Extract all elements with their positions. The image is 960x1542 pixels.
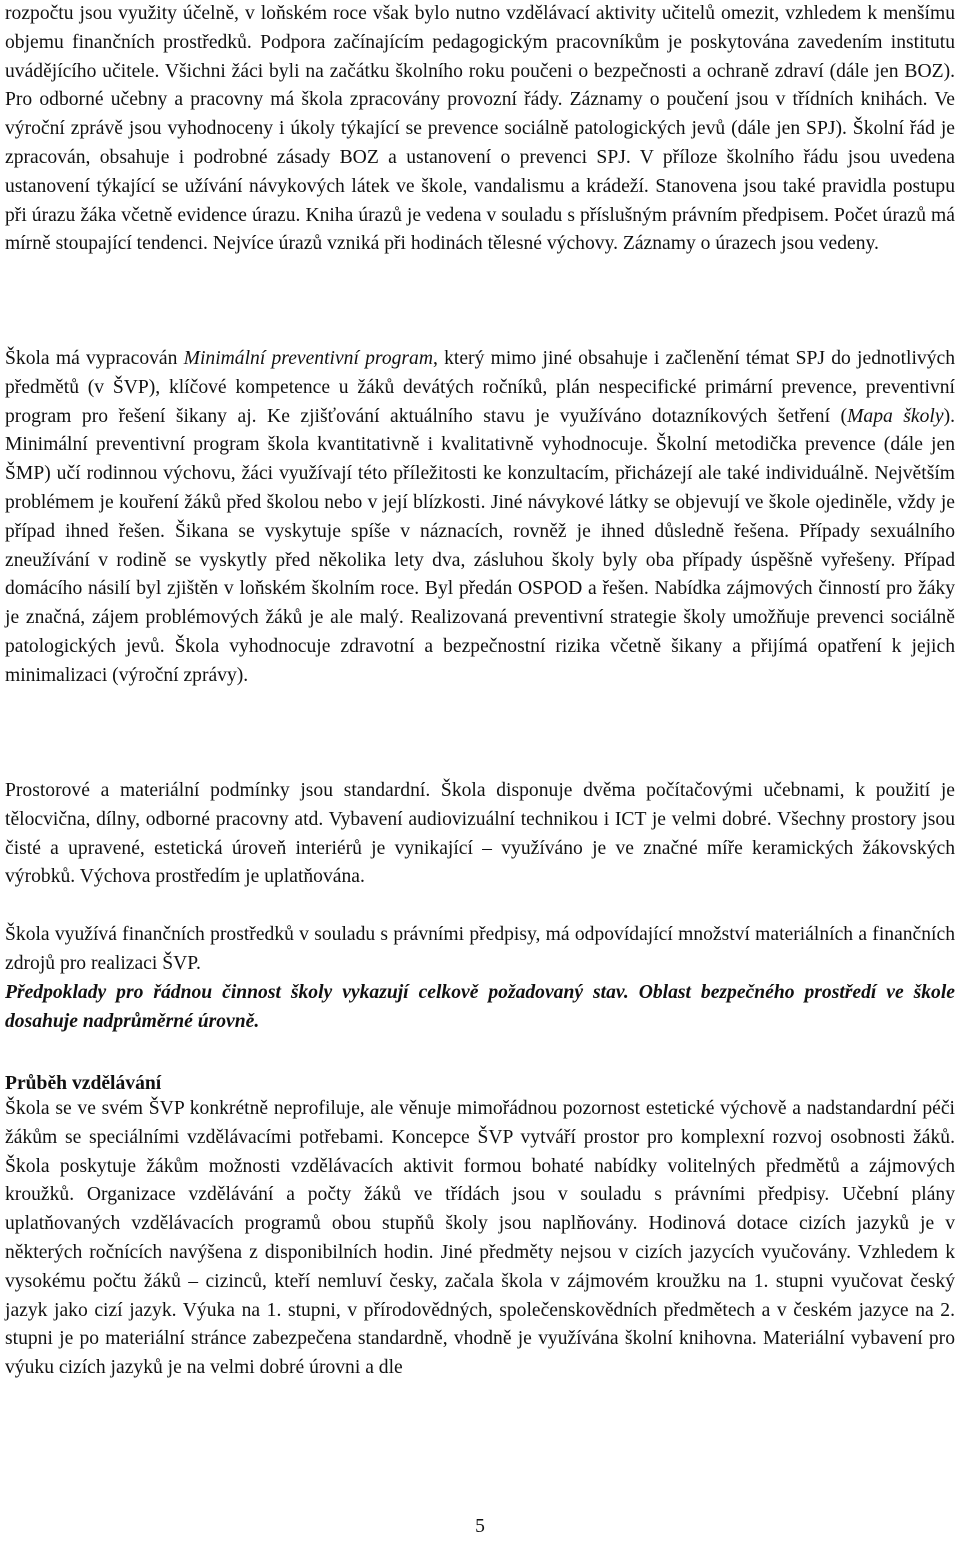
paragraph-prevention-survey-title: Mapa školy [847, 405, 944, 427]
paragraph-safety: rozpočtu jsou využity účelně, v loňském roce však bylo nutno vzdělávací aktivity učitelů omezit, vzhledem k menšímu objemu finančních prostředků. Podpora začínajícím pedagogickým pracovníkům je poskytována zavedením institutu uvádějícího učitele. Všichni žáci byli na začátku školního roku poučeni o bezpečnosti a ochraně zdraví (dále jen BOZ). Pro odborné učebny a pracovny má škola zpracovány provozní řády. Záznamy o poučení jsou v třídních knihách. Ve výroční zprávě jsou vyhodnoceny i úkoly týkající se prevence sociálně patologických jevů (dále jen SPJ). Školní řád je zpracován, obsahuje i podrobné zásady BOZ a ustanovení o prevenci SPJ. V příloze školního řádu jsou uvedena ustanovení týkající se užívání návykových látek ve škole, vandalismu a krádeží. Stanovena jsou také pravidla postupu při úrazu žáka včetně evidence úrazu. Kniha úrazů je vedena v souladu s příslušným právním předpisem. Počet úrazů má mírně stoupající tendenci. Nejvíce úrazů vzniká při hodinách tělesné výchovy. Záznamy o úrazech jsou vedeny. [5, 3, 955, 255]
paragraph-prevention-program-title: Minimální preventivní program [183, 348, 433, 369]
page-number: 5 [475, 1516, 485, 1537]
paragraph-premises: Prostorové a materiální podmínky jsou standardní. Škola disponuje dvěma počítačovými učebnami, k použití je tělocvična, dílny, odborné pracovny atd. Vybavení audiovizuální technikou i ICT je velmi dobré. Všechny prostory jsou čisté a upravené, estetická úroveň interiérů je vynikající – využíváno je ve značné míře keramických žákovských výrobků. Výchova prostředím je uplatňována. [5, 780, 955, 888]
paragraph-prevention-text-1: Škola má vypracován [5, 348, 184, 369]
paragraph-education: Škola se ve svém ŠVP konkrétně neprofiluje, ale věnuje mimořádnou pozornost estetické výchově a nadstandardní péči žákům se speciálními vzdělávacími potřebami. Koncepce ŠVP vytváří prostor pro komplexní rozvoj osobnosti žáků. Škola poskytuje žákům možnosti vzdělávacích aktivit formou bohaté nabídky volitelných předmětů a zájmových kroužků. Organizace vzdělávání a počty žáků ve třídách jsou v souladu s právními předpisy. Učební plány uplatňovaných vzdělávacích programů obou stupňů školy jsou naplňovány. Hodinová dotace cizích jazyků je v některých ročnících navýšena z disponibilních hodin. Jiné předměty nejsou v cizích jazycích vyučovány. Vzhledem k vysokému počtu žáků – cizinců, kteří nemluví česky, začala škola v zájmovém kroužku na 1. stupni vyučovat český jazyk jako cizí jazyk. Výuka na 1. stupni, v přírodovědných, společenskovědních předmětech a v českém jazyce na 2. stupni je po materiální stránce zabezpečena standardně, vhodně je využívána školní knihovna. Materiální vybavení pro výuku cizích jazyků je na velmi dobré úrovni a dle [5, 1098, 955, 1379]
paragraph-conclusion: Předpoklady pro řádnou činnost školy vykazují celkově požadovaný stav. Oblast bezpečného prostředí ve škole dosahuje nadprůměrné úrovně. [5, 982, 955, 1032]
paragraph-prevention-text-3: ). Minimální preventivní program škola kvantitativně i kvalitativně vyhodnocuje. Školní metodička prevence (dále jen ŠMP) učí rodinnou výchovu, žáci využívají této příležitosti ke konzultacím, přicházejí ale také individuálně. Největším problémem je kouření žáků před školou nebo v její blízkosti. Jiné návykové látky se objevují ve škole ojediněle, vždy je případ ihned řešen. Šikana se vyskytuje spíše v náznacích, rovněž je ihned důsledně řešena. Případy sexuálního zneužívání v rodině se vyskytly před několika lety dva, zásluhou školy byly oba případy úspěšně vyřešeny. Případ domácího násilí byl zjištěn v loňském školním roce. Byl předán OSPOD a řešen. Nabídka zájmových činností pro žáky je značná, zájem problémových žáků je ale malý. Realizovaná preventivní strategie školy umožňuje prevenci sociálně patologických jevů. Škola vyhodnocuje zdravotní a bezpečnostní rizika včetně šikany a přijímá opatření k jejich minimalizaci (výroční zprávy). [5, 405, 956, 686]
paragraph-prevention-text-2: , který mimo jiné obsahuje i začlenění témat SPJ do jednotlivých předmětů (v ŠVP), klíčové kompetence u žáků devátých ročníků, plán nespecifické primární prevence, preventivní program pro řešení šikany aj. Ke zjišťování aktuálního stavu je využíváno dotazníkových šetření ( [5, 348, 956, 427]
section-heading: Průběh vzdělávání [5, 1073, 162, 1094]
paragraph-finances: Škola využívá finančních prostředků v souladu s právními předpisy, má odpovídající množství materiálních a finančních zdrojů pro realizaci ŠVP. [5, 924, 955, 974]
paragraph-prevention [5, 345, 955, 691]
